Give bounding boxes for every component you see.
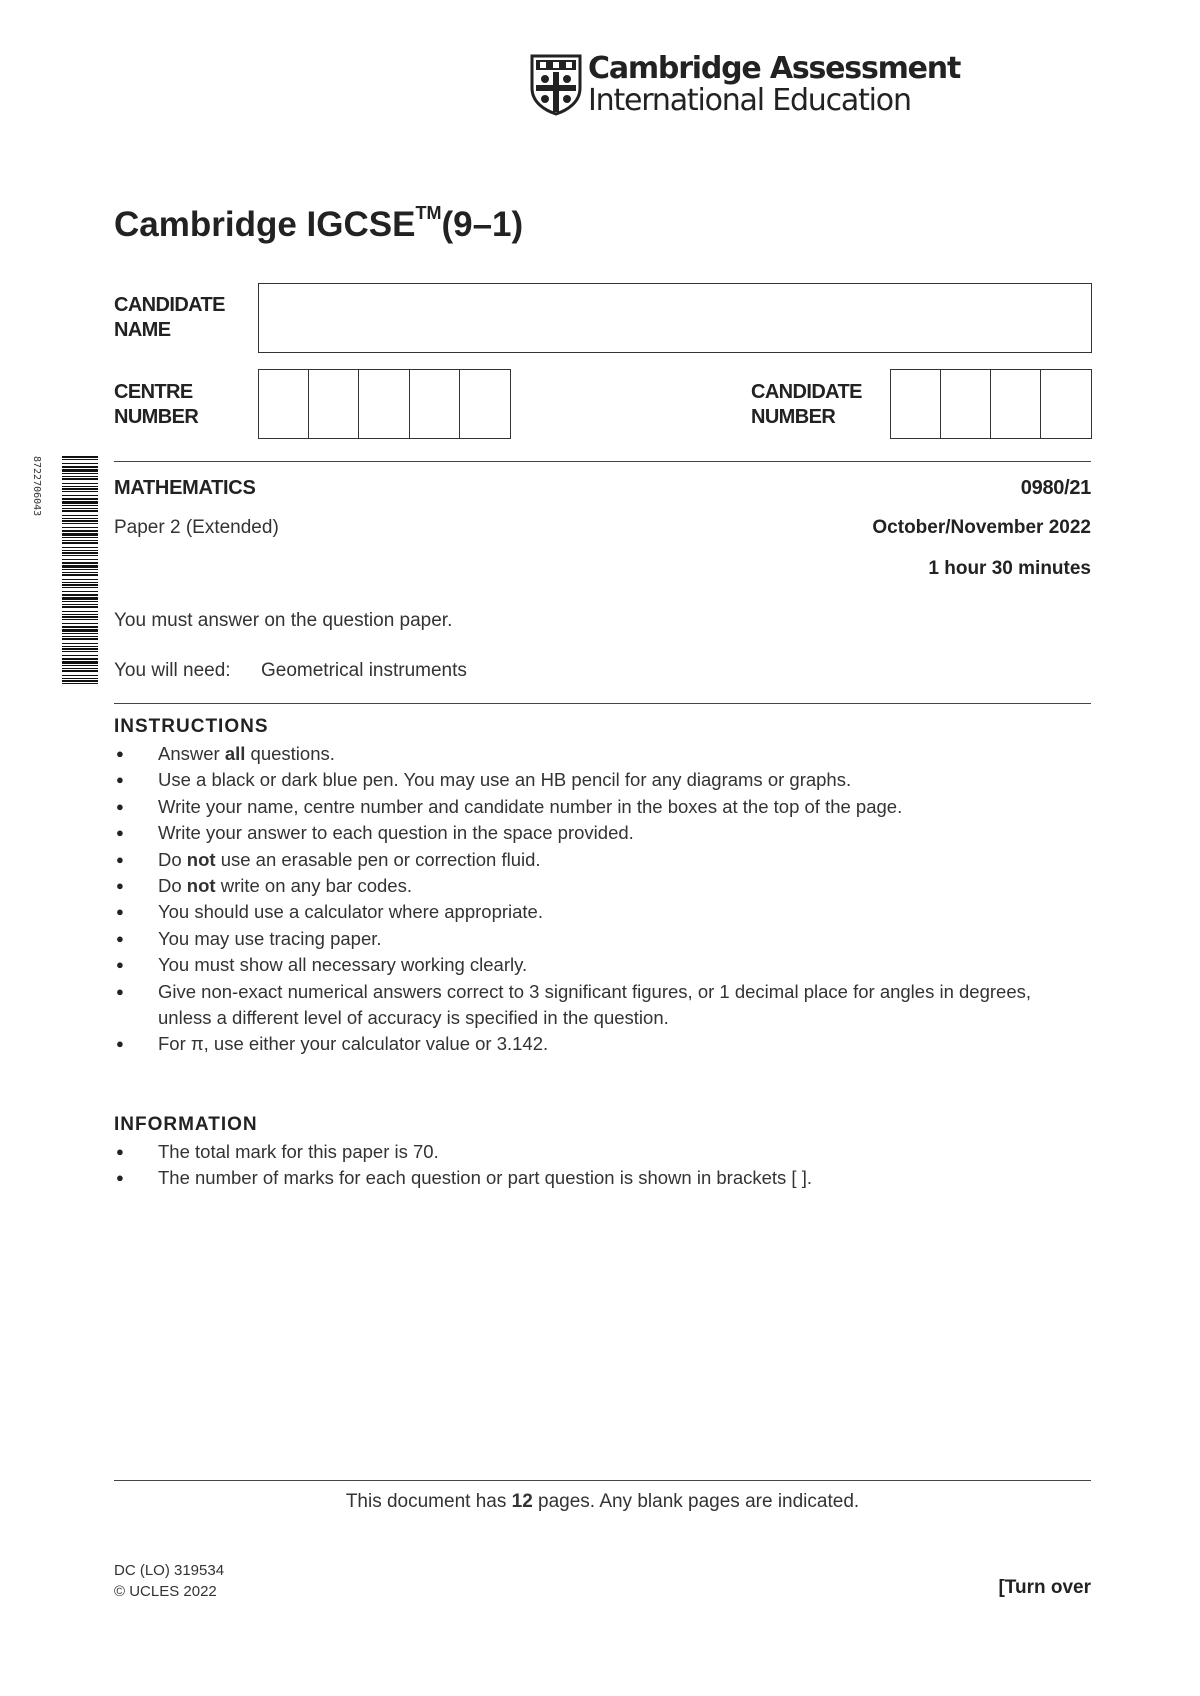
turn-over: [Turn over xyxy=(998,1577,1091,1598)
barcode-bar xyxy=(62,619,98,620)
barcode-bar xyxy=(62,476,98,477)
barcode-bar xyxy=(62,584,98,586)
barcode-bar xyxy=(62,542,98,544)
barcode-bar xyxy=(62,616,98,618)
instruction-text: Write your name, centre number and candidate number in the boxes at the top of the page. xyxy=(158,795,903,817)
instruction-text: Do xyxy=(158,848,187,870)
instruction-text: Give non-exact numerical answers correct to 3 significant figures, or 1 decimal place for angles in degrees, unless a different level of accuracy is specified in the question. xyxy=(158,980,1032,1029)
barcode-bar xyxy=(62,569,98,570)
barcode-bar xyxy=(62,648,98,650)
barcode-bar xyxy=(62,587,98,588)
barcode-bar xyxy=(62,651,98,652)
barcode-bar xyxy=(62,527,98,528)
barcode-bar xyxy=(62,638,98,640)
paper-title: Paper 2 (Extended) xyxy=(114,517,279,538)
instruction-text: Do xyxy=(158,875,187,897)
barcode-bar xyxy=(62,675,98,676)
answer-on-paper-note: You must answer on the question paper. xyxy=(114,610,453,631)
barcode-bar xyxy=(62,606,98,608)
centre-number-cell[interactable] xyxy=(460,370,510,438)
centre-number-cell[interactable] xyxy=(309,370,359,438)
barcode-bar xyxy=(62,636,98,637)
candidate-number-cell[interactable] xyxy=(941,370,991,438)
instruction-item xyxy=(114,926,1074,952)
barcode-bar xyxy=(62,668,98,669)
equipment-value: Geometrical instruments xyxy=(261,660,467,681)
barcode-bar xyxy=(62,594,98,596)
exam-duration: 1 hour 30 minutes xyxy=(928,558,1091,579)
barcode-bar xyxy=(62,655,98,656)
barcode-bar xyxy=(62,629,98,632)
divider-middle xyxy=(114,703,1091,704)
instruction-item xyxy=(114,767,1074,793)
barcode-bar xyxy=(62,483,98,484)
barcode-bar xyxy=(62,491,98,492)
instruction-item xyxy=(114,1031,1074,1057)
barcode-bar xyxy=(62,678,98,679)
barcode-bar xyxy=(62,463,98,464)
centre-number-label-line1: CENTRE xyxy=(114,381,193,403)
candidate-name-label-line1: CANDIDATE xyxy=(114,294,225,316)
cambridge-shield-icon xyxy=(530,54,582,116)
barcode-bar xyxy=(62,486,98,487)
instruction-item xyxy=(114,899,1074,925)
candidate-number-boxes xyxy=(890,369,1092,439)
barcode-bar xyxy=(62,510,98,512)
barcode-bar xyxy=(62,478,98,480)
barcode-bar xyxy=(62,601,98,602)
barcode-bar xyxy=(62,552,98,554)
barcode-bar xyxy=(62,670,98,672)
information-list xyxy=(114,1139,1074,1192)
instruction-item xyxy=(114,741,1074,767)
instruction-item xyxy=(114,873,1074,899)
information-heading: INFORMATION xyxy=(114,1114,258,1135)
barcode-bar xyxy=(62,508,98,509)
barcode-bar xyxy=(62,488,98,490)
syllabus-code: 0980/21 xyxy=(1020,477,1091,499)
barcode-bar xyxy=(62,604,98,605)
barcode-bar xyxy=(62,562,98,564)
instruction-item xyxy=(114,979,1074,1032)
barcode-bar xyxy=(62,459,98,460)
instruction-text: For π, use either your calculator value or 3.142. xyxy=(158,1033,549,1055)
centre-number-label xyxy=(114,380,198,430)
instruction-text: Write your answer to each question in the space provided. xyxy=(158,822,634,844)
barcode-bar xyxy=(62,611,98,612)
barcode-bar xyxy=(62,633,98,634)
candidate-name-box[interactable] xyxy=(258,283,1092,353)
instruction-text: You must show all necessary working clearly. xyxy=(158,954,528,976)
information-item: ● The total mark for this paper is 70. xyxy=(114,1139,1074,1165)
logo-line-2: International Education xyxy=(588,83,911,118)
barcode-bar xyxy=(62,574,98,576)
page-count-text: This document has xyxy=(345,1491,512,1512)
barcode-bar xyxy=(62,680,98,682)
centre-number-boxes xyxy=(258,369,511,439)
page-count-number: 12 xyxy=(511,1491,533,1512)
barcode-bar xyxy=(62,523,98,524)
barcode-bar xyxy=(62,456,98,458)
barcode-bar xyxy=(62,683,98,684)
barcode-bar xyxy=(62,579,98,580)
centre-number-cell[interactable] xyxy=(359,370,409,438)
title-suffix: (9–1) xyxy=(441,205,524,244)
barcode-bar xyxy=(62,646,98,647)
cambridge-logo xyxy=(530,53,960,117)
barcode-bar xyxy=(62,540,98,541)
document-code: DC (LO) 319534 xyxy=(114,1562,225,1579)
barcode-bar xyxy=(62,555,98,556)
candidate-number-cell[interactable] xyxy=(891,370,941,438)
barcode-bar xyxy=(62,658,98,660)
barcode-bar xyxy=(62,498,98,500)
exam-session: October/November 2022 xyxy=(872,517,1091,538)
divider-top xyxy=(114,461,1091,462)
instructions-list xyxy=(114,741,1074,1058)
barcode-bar xyxy=(62,466,98,468)
page-count-text: pages. Any blank pages are indicated. xyxy=(532,1491,860,1512)
page-count-note xyxy=(114,1491,1091,1513)
information-item: ● The number of marks for each question or part question is shown in brackets [ ]. xyxy=(114,1165,1074,1191)
barcode-bar xyxy=(62,550,98,551)
candidate-name-label xyxy=(114,293,225,343)
barcode-bar xyxy=(62,643,98,644)
instructions-heading: INSTRUCTIONS xyxy=(114,716,269,737)
barcode-bar xyxy=(62,520,98,522)
candidate-number-label xyxy=(751,380,862,430)
barcode-bar xyxy=(62,518,98,519)
instruction-text: write on any bar codes. xyxy=(215,875,412,897)
barcode-bar xyxy=(62,623,98,624)
candidate-number-cell[interactable] xyxy=(991,370,1041,438)
instruction-text: You should use a calculator where appropriate. xyxy=(158,901,543,923)
barcode-bar xyxy=(62,533,98,536)
barcode-bar xyxy=(62,495,98,496)
instruction-text: questions. xyxy=(245,743,335,764)
instruction-text: Answer xyxy=(158,743,225,764)
instruction-item xyxy=(114,794,1074,820)
divider-bottom xyxy=(114,1480,1091,1481)
equipment-label: You will need: xyxy=(114,660,231,681)
subject-title: MATHEMATICS xyxy=(114,477,256,499)
candidate-name-label-line2: NAME xyxy=(114,319,171,341)
barcode xyxy=(52,456,98,686)
instruction-emphasis: not xyxy=(186,848,216,870)
centre-number-cell[interactable] xyxy=(259,370,309,438)
title-text: Cambridge IGCSE xyxy=(114,205,416,244)
barcode-bar xyxy=(62,582,98,583)
barcode-bar xyxy=(62,597,98,600)
instruction-item xyxy=(114,952,1074,978)
qualification-title xyxy=(114,205,523,245)
barcode-bar xyxy=(62,559,98,560)
centre-number-cell[interactable] xyxy=(410,370,460,438)
barcode-bar xyxy=(62,572,98,573)
centre-number-label-line2: NUMBER xyxy=(114,406,199,428)
candidate-number-cell[interactable] xyxy=(1041,370,1091,438)
instruction-emphasis: all xyxy=(224,743,246,764)
barcode-digits: 8722706043 xyxy=(31,456,42,517)
barcode-bar xyxy=(62,661,98,664)
instruction-text: You may use tracing paper. xyxy=(158,927,382,949)
barcode-bar xyxy=(62,547,98,548)
barcode-bar xyxy=(62,614,98,615)
instruction-text: use an erasable pen or correction fluid. xyxy=(215,848,541,870)
barcode-bar xyxy=(62,665,98,666)
barcode-bar xyxy=(62,565,98,568)
copyright: © UCLES 2022 xyxy=(114,1583,217,1600)
instruction-text: Use a black or dark blue pen. You may use an HB pencil for any diagrams or graphs. xyxy=(158,769,852,791)
barcode-bar xyxy=(62,501,98,504)
barcode-bar xyxy=(62,515,98,516)
candidate-number-label-line2: NUMBER xyxy=(751,406,836,428)
barcode-bar xyxy=(62,537,98,538)
logo-line-1: Cambridge Assessment xyxy=(588,51,961,86)
barcode-bar xyxy=(62,530,98,532)
candidate-number-label-line1: CANDIDATE xyxy=(751,381,862,403)
barcode-bar xyxy=(62,469,98,472)
instruction-item xyxy=(114,820,1074,846)
barcode-bar xyxy=(62,591,98,592)
barcode-bar xyxy=(62,505,98,506)
instruction-emphasis: not xyxy=(186,875,216,897)
instruction-item xyxy=(114,847,1074,873)
trademark-symbol: TM xyxy=(415,203,442,224)
barcode-bar xyxy=(62,473,98,474)
barcode-bar xyxy=(62,626,98,628)
